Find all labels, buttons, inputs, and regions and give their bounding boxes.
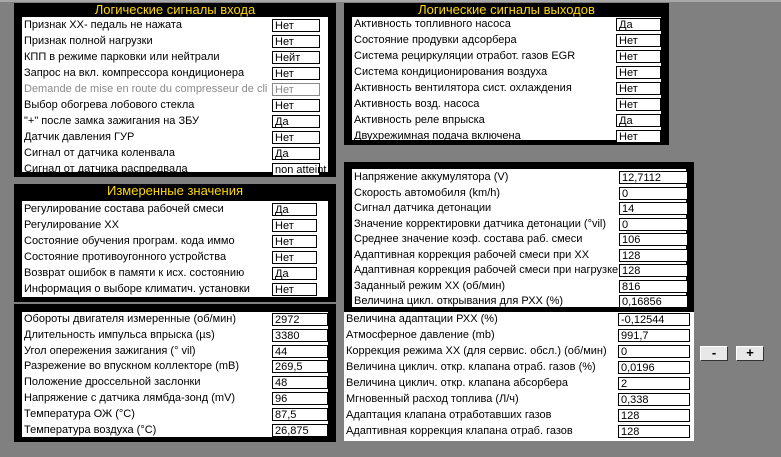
table-row — [352, 81, 661, 96]
row-label: Адаптация клапана отработавших газов — [346, 409, 552, 421]
row-label: Заданный режим ХХ (об/мин) — [354, 279, 506, 292]
row-label: Коррекция режима ХХ (для сервис. обсл.) (об/мин) — [346, 345, 607, 357]
row-value: 0 — [619, 187, 688, 200]
table-row — [344, 312, 694, 327]
row-label: Активность вентилятора сист. охлаждения — [354, 82, 572, 94]
row-value: 106 — [619, 233, 688, 246]
row-value: Нет — [616, 130, 661, 143]
lower-parameters-list — [344, 312, 694, 441]
row-label: Длительность импульса впрыска (µs) — [24, 328, 215, 341]
table-row — [22, 50, 328, 65]
row-label: Сигнал от датчика коленвала — [24, 147, 175, 159]
row-label: Состояние обучения програм. кода иммо — [24, 235, 235, 247]
table-row — [22, 218, 328, 233]
table-row — [22, 282, 328, 297]
row-label: Величина циклич. откр. клапана абсорбера — [346, 377, 568, 389]
row-value: 2 — [618, 377, 690, 390]
table-row — [22, 202, 328, 217]
row-label: Система рециркуляции отработ. газов EGR — [354, 50, 576, 62]
table-row — [352, 263, 686, 278]
panel-measured-values — [14, 184, 336, 302]
table-row — [22, 266, 328, 281]
panel-title: Логические сигналы выходов — [418, 2, 595, 17]
row-value: 816 — [619, 280, 688, 293]
row-label: Среднее значение коэф. состава раб. смеси — [354, 233, 583, 245]
row-value: Да — [272, 115, 320, 128]
table-row — [352, 129, 661, 144]
row-label: Величина циклич. откр. клапана отраб. газов (%) — [346, 361, 596, 373]
row-label: Выбор обогрева лобового стекла — [24, 99, 195, 111]
row-value: 0,16856 — [619, 295, 688, 308]
table-row — [22, 344, 328, 359]
row-label: Активность возд. насоса — [354, 98, 480, 110]
plus-button[interactable]: + — [736, 346, 764, 361]
table-row — [22, 250, 328, 265]
row-value: Нет — [616, 34, 661, 47]
engine-readings-list — [22, 312, 328, 437]
row-label: Сигнал датчика детонации — [354, 202, 492, 214]
row-label: Температура воздуха (°C) — [24, 423, 157, 436]
row-label: Адаптивная коррекция рабочей смеси при ХХ — [354, 248, 590, 261]
row-label: Информация о выборе климатич. установки — [24, 283, 250, 295]
row-label: Напряжение с датчика лямбда-зонд (mV) — [24, 392, 236, 404]
table-row — [352, 232, 686, 247]
row-value: Нет — [272, 83, 320, 96]
row-value: Нейт — [272, 51, 320, 64]
table-row — [352, 186, 686, 201]
row-value: 0,0196 — [618, 361, 690, 374]
table-row — [344, 408, 694, 423]
row-label: Возврат ошибок в памяти к исх. состоянию — [24, 267, 245, 279]
row-label: КПП в режиме парковки или нейтрали — [24, 51, 220, 63]
table-row — [22, 18, 328, 33]
table-row — [352, 248, 686, 263]
row-value: Нет — [616, 82, 661, 95]
row-value: 128 — [618, 409, 690, 422]
table-row — [22, 407, 328, 422]
table-row — [344, 392, 694, 407]
table-row — [352, 97, 661, 112]
minus-button[interactable]: - — [700, 346, 728, 361]
row-value: 12,7112 — [619, 171, 688, 184]
row-value: 269,5 — [272, 360, 328, 373]
row-label: Разрежение во впускном коллекторе (mB) — [24, 360, 240, 373]
row-label: Температура ОЖ (°C) — [24, 407, 135, 420]
table-row — [22, 162, 328, 177]
row-label: Атмосферное давление (mb) — [346, 329, 495, 341]
table-row — [22, 66, 328, 81]
row-label: Признак ХХ- педаль не нажата — [24, 19, 182, 31]
table-row — [22, 146, 328, 161]
row-value: 14 — [619, 202, 688, 215]
row-value: Нет — [272, 235, 317, 248]
row-label: Двухрежимная подача включена — [354, 130, 521, 142]
row-value: Нет — [616, 66, 661, 79]
row-value: Нет — [616, 98, 661, 111]
table-row — [22, 234, 328, 249]
row-value: 0 — [619, 218, 688, 231]
row-value: Нет — [272, 251, 317, 264]
table-row — [344, 344, 694, 359]
row-value: 48 — [272, 376, 328, 389]
table-row — [344, 376, 694, 391]
table-row — [22, 312, 328, 327]
panel-output-signals — [344, 3, 669, 145]
row-value: Да — [272, 147, 320, 160]
row-label: Датчик давления ГУР — [24, 131, 135, 143]
row-label: Значение корректировки датчика детонации (°vil) — [354, 217, 607, 230]
row-value: Нет — [272, 283, 317, 296]
row-value: Да — [616, 114, 661, 127]
row-label: Мгновенный расход топлива (Л/ч) — [346, 393, 519, 405]
table-row — [22, 130, 328, 145]
row-label: Активность реле впрыска — [354, 114, 485, 126]
row-value: -0,12544 — [618, 313, 690, 326]
row-value: Нет — [272, 35, 320, 48]
panel-engine-readings — [14, 304, 336, 442]
table-row — [22, 391, 328, 406]
measured-values-list — [22, 201, 328, 297]
row-value: 87,5 — [272, 408, 328, 421]
row-label: Обороты двигателя измеренные (об/мин) — [24, 313, 237, 325]
row-value: Да — [616, 18, 661, 31]
row-value: 44 — [272, 345, 328, 358]
table-row — [352, 294, 686, 309]
row-label: "+" после замка зажигания на ЗБУ — [24, 115, 200, 127]
row-label: Адаптивная коррекция рабочей смеси при нагрузке — [354, 264, 619, 276]
row-value: non atteint — [272, 163, 320, 176]
row-value: 991,7 — [618, 329, 690, 342]
table-row — [352, 217, 686, 232]
row-label: Напряжение аккумулятора (V) — [354, 171, 509, 183]
row-label: Регулирование ХХ — [24, 219, 119, 231]
table-row — [22, 114, 328, 129]
row-label: Величина адаптации РХХ (%) — [346, 313, 498, 325]
table-row — [352, 65, 661, 80]
row-value: 128 — [619, 264, 688, 277]
table-row — [344, 360, 694, 375]
table-row — [352, 49, 661, 64]
row-label: Скорость автомобиля (km/h) — [354, 186, 501, 199]
row-value: 3380 — [272, 329, 328, 342]
row-value: Да — [272, 267, 317, 280]
output-signals-list — [352, 17, 661, 143]
table-row — [352, 17, 661, 32]
row-label: Сигнал от датчика распредвала — [24, 163, 188, 175]
table-row — [22, 98, 328, 113]
table-row — [352, 113, 661, 128]
panel-parameters — [344, 162, 694, 312]
row-label: Активность топливного насоса — [354, 18, 511, 30]
row-value: 96 — [272, 392, 328, 405]
panel-title: Измеренные значения — [106, 183, 244, 198]
row-label: Demande de mise en route du compresseur de cli — [24, 83, 268, 95]
row-value: Нет — [616, 50, 661, 63]
row-value: Нет — [272, 19, 320, 32]
table-row — [352, 279, 686, 294]
row-label: Состояние продувки адсорбера — [354, 34, 517, 46]
row-value: Нет — [272, 219, 317, 232]
table-row — [22, 82, 328, 97]
row-label: Адаптивная коррекция клапана отраб. газов — [346, 425, 573, 437]
input-signals-list — [22, 17, 328, 176]
row-value: 128 — [619, 249, 688, 262]
row-value: Нет — [272, 99, 320, 112]
parameters-list — [352, 169, 686, 307]
table-row — [352, 33, 661, 48]
panel-title: Логические сигналы входа — [94, 2, 256, 17]
row-label: Признак полной нагрузки — [24, 35, 153, 47]
row-value: 0,338 — [618, 393, 690, 406]
panel-input-signals — [14, 3, 336, 177]
table-row — [22, 328, 328, 343]
table-row — [22, 34, 328, 49]
row-label: Величина цикл. открывания для РХХ (%) — [354, 295, 564, 307]
row-value: 128 — [618, 425, 690, 438]
row-value: 0 — [618, 345, 690, 358]
table-row — [344, 328, 694, 343]
row-label: Система кондиционирования воздуха — [354, 66, 548, 78]
table-row — [22, 359, 328, 374]
row-label: Регулирование состава рабочей смеси — [24, 203, 224, 215]
table-row — [352, 170, 686, 185]
row-label: Запрос на вкл. компрессора кондиционера — [24, 67, 245, 79]
table-row — [352, 201, 686, 216]
row-value: Да — [272, 203, 317, 216]
row-label: Состояние противоугонного устройства — [24, 251, 227, 263]
row-value: Нет — [272, 67, 320, 80]
table-row — [344, 424, 694, 439]
row-value: 26,875 — [272, 424, 328, 437]
table-row — [22, 375, 328, 390]
row-label: Угол опережения зажигания (° vil) — [24, 344, 196, 357]
row-value: Нет — [272, 131, 320, 144]
row-label: Положение дроссельной заслонки — [24, 376, 201, 389]
row-value: 2972 — [272, 313, 328, 326]
table-row — [22, 423, 328, 438]
